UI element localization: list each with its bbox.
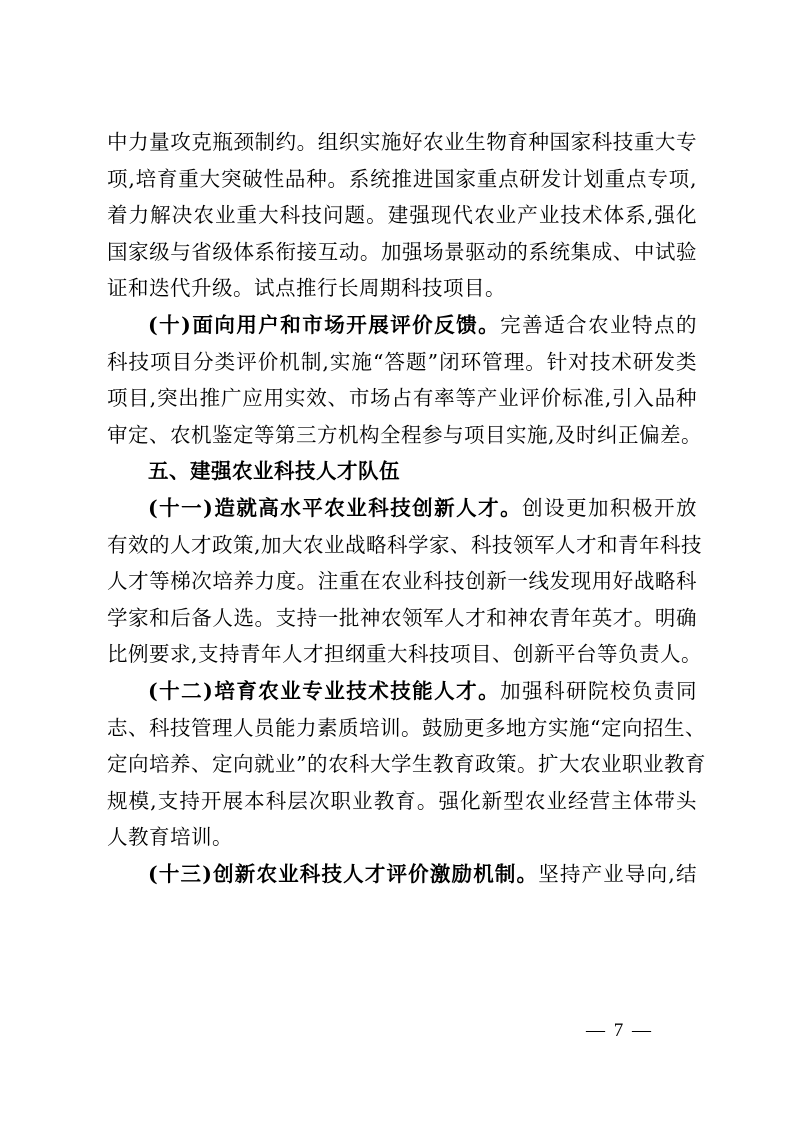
page-number: — 7 — (586, 1020, 653, 1041)
text-line: 人教育培训。 (107, 825, 233, 850)
paragraph-title: (十一)造就高水平农业科技创新人才。 (148, 495, 523, 520)
paragraph-first-line (107, 490, 697, 527)
text-line: 有效的人才政策,加大农业战略科学家、科技领军人才和青年科技 (107, 532, 703, 557)
text-line: 人才等梯次培养力度。注重在农业科技创新一线发现用好战略科 (107, 569, 697, 594)
text-line: 证和迭代升级。试点推行长周期科技项目。 (107, 276, 506, 301)
document-body (107, 124, 706, 892)
section-heading: 五、建强农业科技人才队伍 (148, 459, 400, 484)
text-line: 比例要求,支持青年人才担纲重大科技项目、创新平台等负责人。 (107, 642, 703, 667)
text-line: 志、科技管理人员能力素质培训。鼓励更多地方实施“定向招生、 (107, 715, 706, 740)
text-line: 项目,突出推广应用实效、市场占有率等产业评价标准,引入品种 (107, 386, 697, 411)
text-line: 科技项目分类评价机制,实施“答题”闭环管理。针对技术研发类 (107, 349, 697, 374)
text-line: 审定、农机鉴定等第三方机构全程参与项目实施,及时纠正偏差。 (107, 422, 703, 447)
paragraph-title: (十二)培育农业专业技术技能人才。 (148, 678, 501, 703)
paragraph-text: 坚持产业导向,结 (538, 861, 697, 886)
paragraph-first-line (107, 856, 697, 893)
paragraph-text: 完善适合农业特点的 (500, 312, 697, 337)
paragraph-first-line (107, 307, 697, 344)
paragraph-first-line (107, 673, 697, 710)
text-line: 着力解决农业重大科技问题。建强现代农业产业技术体系,强化 (107, 203, 697, 228)
paragraph-text: 创设更加积极开放 (522, 495, 697, 520)
paragraph-title: (十)面向用户和市场开展评价反馈。 (148, 312, 501, 337)
text-line: 规模,支持开展本科层次职业教育。强化新型农业经营主体带头 (107, 788, 697, 813)
text-line: 定向培养、定向就业”的农科大学生教育政策。扩大农业职业教育 (107, 752, 706, 777)
paragraph-text: 加强科研院校负责同 (500, 678, 697, 703)
text-line: 中力量攻克瓶颈制约。组织实施好农业生物育种国家科技重大专 (107, 130, 697, 154)
text-line: 项,培育重大突破性品种。系统推进国家重点研发计划重点专项, (107, 166, 697, 191)
text-line: 国家级与省级体系衔接互动。加强场景驱动的系统集成、中试验 (107, 239, 697, 264)
text-line: 学家和后备人选。支持一批神农领军人才和神农青年英才。明确 (107, 605, 697, 630)
paragraph-title: (十三)创新农业科技人才评价激励机制。 (148, 861, 539, 886)
